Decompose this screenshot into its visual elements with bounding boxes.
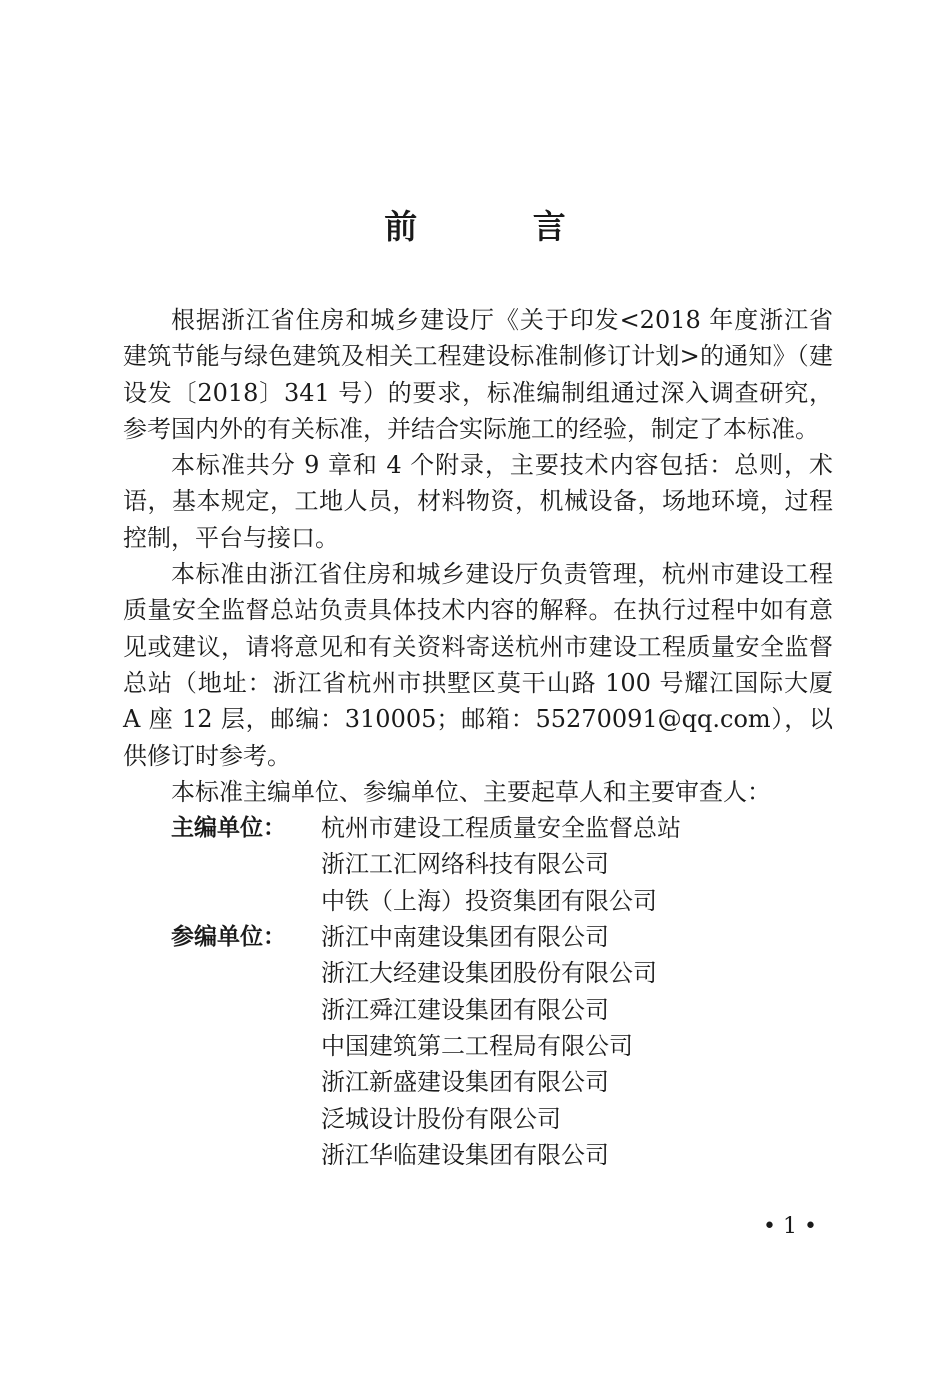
list-item: 浙江大经建设集团股份有限公司 [321, 959, 657, 988]
chief-editor-list [321, 810, 681, 919]
list-item: 杭州市建设工程质量安全监督总站 [321, 814, 681, 843]
list-item: 浙江华临建设集团有限公司 [321, 1140, 609, 1169]
list-item: 浙江舜江建设集团有限公司 [321, 995, 609, 1024]
co-editor-list [321, 919, 657, 1173]
preface-body [123, 302, 833, 1173]
page-number: • 1 • [763, 1214, 817, 1239]
editor-units [123, 810, 833, 1173]
co-editor-label: 参编单位： [171, 924, 286, 951]
list-item: 中国建筑第二工程局有限公司 [321, 1031, 633, 1060]
list-item: 浙江工汇网络科技有限公司 [321, 850, 609, 879]
list-item: 浙江新盛建设集团有限公司 [321, 1068, 609, 1097]
list-item: 浙江中南建设集团有限公司 [321, 923, 609, 952]
list-item: 中铁（上海）投资集团有限公司 [321, 886, 657, 915]
paragraph-contents: 本标准共分 9 章和 4 个附录，主要技术内容包括：总则，术语，基本规定，工地人员，材料物资，机械设备，场地环境，过程控制，平台与接口。 [123, 451, 833, 552]
paragraph-units-intro: 本标准主编单位、参编单位、主要起草人和主要审查人： [171, 777, 771, 806]
co-editor-group [123, 919, 833, 1173]
chief-editor-group [123, 810, 833, 919]
paragraph-management: 本标准由浙江省住房和城乡建设厅负责管理，杭州市建设工程质量安全监督总站负责具体技术内容的解释。在执行过程中如有意见或建议，请将意见和有关资料寄送杭州市建设工程质量安全监督总站（地址：浙江省杭州市拱墅区莫干山路 100 号耀江国际大厦 A 座 12 层，邮编：310005；邮箱：55270091@qq.com），以供修订时参考。 [123, 560, 833, 770]
list-item: 泛城设计股份有限公司 [321, 1104, 561, 1133]
page-title: 前 言 [384, 207, 618, 247]
chief-editor-label: 主编单位： [171, 815, 286, 842]
paragraph-basis: 根据浙江省住房和城乡建设厅《关于印发<2018 年度浙江省建筑节能与绿色建筑及相关工程建设标准制修订计划>的通知》（建设发〔2018〕341 号）的要求，标准编制组通过深入调查研究，参考国内外的有关标准，并结合实际施工的经验，制定了本标准。 [123, 306, 833, 443]
